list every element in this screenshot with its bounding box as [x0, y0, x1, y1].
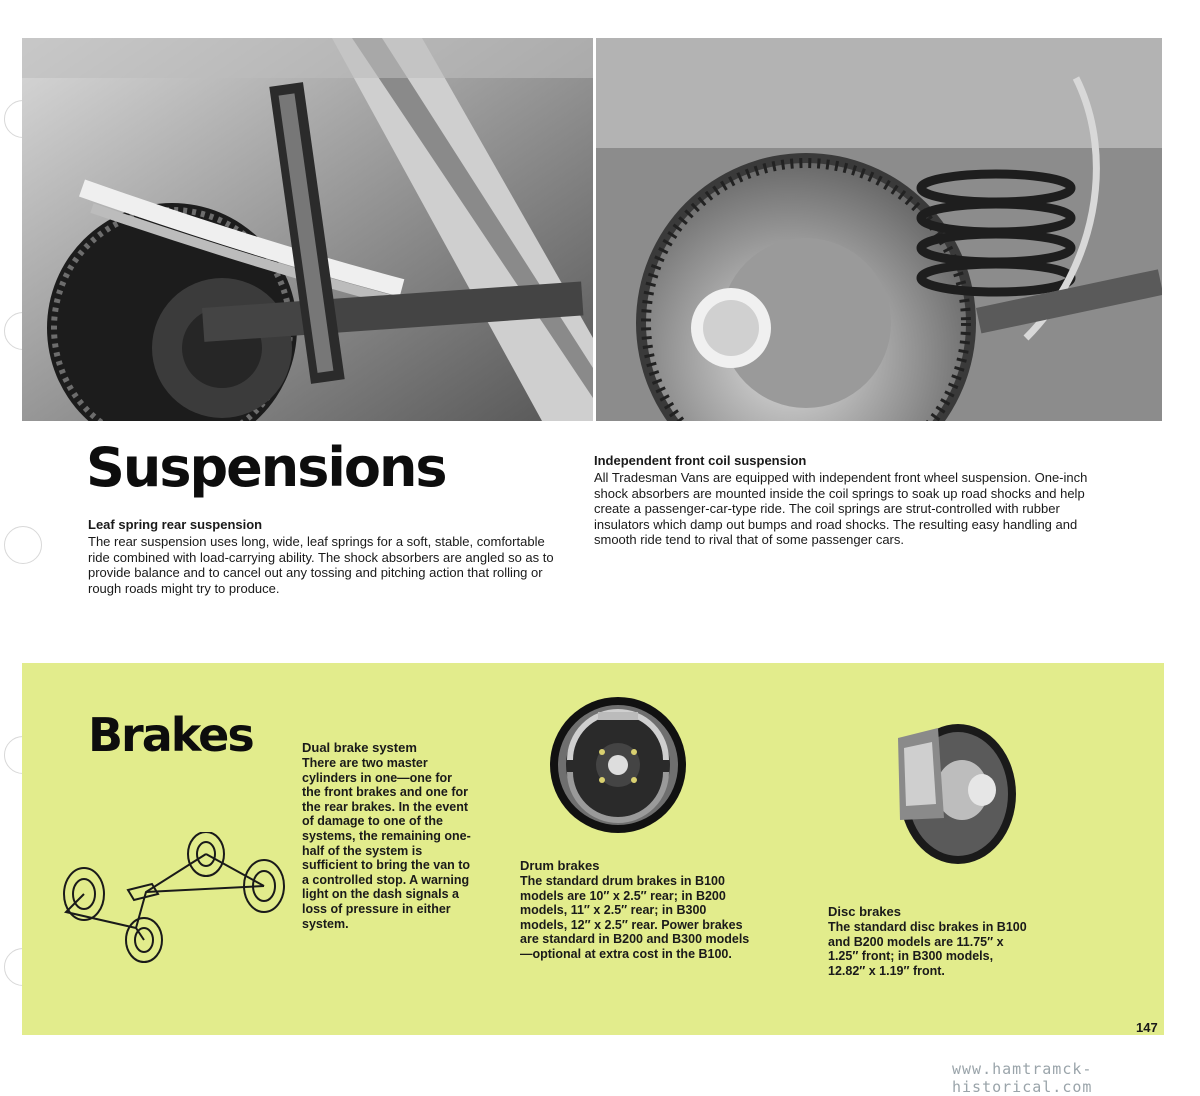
- dual-brake-body: There are two master cylinders in one—one for the front brakes and one for the rear brakes. In the event of damage to one of the systems, the remaining one-half of the system is sufficient to bring the van to a controlled stop. A warning light on the dash signals a loss of pressure in either system.: [302, 756, 471, 931]
- watermark: www.hamtramck-historical.com: [952, 1060, 1093, 1096]
- leaf-spring-heading: Leaf spring rear suspension: [88, 517, 263, 532]
- drum-brakes-body: The standard drum brakes in B100 models are 10″ x 2.5″ rear; in B200 models, 11″ x 2.5″ rear; in B300 models, 12″ x 2.5″ rear. Power brakes are standard in B200 and B300 models—optional at extra cost in the B100.: [520, 874, 750, 961]
- rear-suspension-photo: [22, 38, 593, 421]
- coil-suspension-heading: Independent front coil suspension: [594, 453, 807, 468]
- leaf-spring-body: The rear suspension uses long, wide, leaf springs for a soft, stable, comfortable ride combined with load-carrying ability. The shock absorbers are angled so as to provide balance and to cancel out any tossing and pitching action that rolling or rough roads might try to produce.: [88, 534, 554, 596]
- suspensions-title: Suspensions: [86, 436, 446, 499]
- disc-brakes-body: The standard disc brakes in B100 and B200 models are 11.75″ x 1.25″ front; in B300 models, 12.82″ x 1.19″ front.: [828, 920, 1027, 978]
- coil-suspension-body: All Tradesman Vans are equipped with independent front wheel suspension. One-inch shock absorbers are mounted inside the coil springs to soak up road shocks and help create a passenger-car-type ride. The coil springs are strut-controlled with rubber insulators which damp out bumps and road shocks. The resulting easy handling and smooth ride tend to rival that of some passenger cars.: [594, 470, 1088, 547]
- dual-brake-heading: Dual brake system: [302, 740, 417, 755]
- front-coil-suspension-photo: [596, 38, 1162, 421]
- brakes-title: Brakes: [88, 708, 253, 762]
- drum-brake-photo: [548, 690, 688, 840]
- disc-brakes-heading: Disc brakes: [828, 904, 901, 919]
- page-number: 147: [1136, 1020, 1158, 1035]
- disc-brake-photo: [878, 708, 1018, 868]
- drum-brakes-heading: Drum brakes: [520, 858, 600, 873]
- binder-hole: [4, 526, 42, 564]
- dual-brake-diagram: [56, 832, 286, 964]
